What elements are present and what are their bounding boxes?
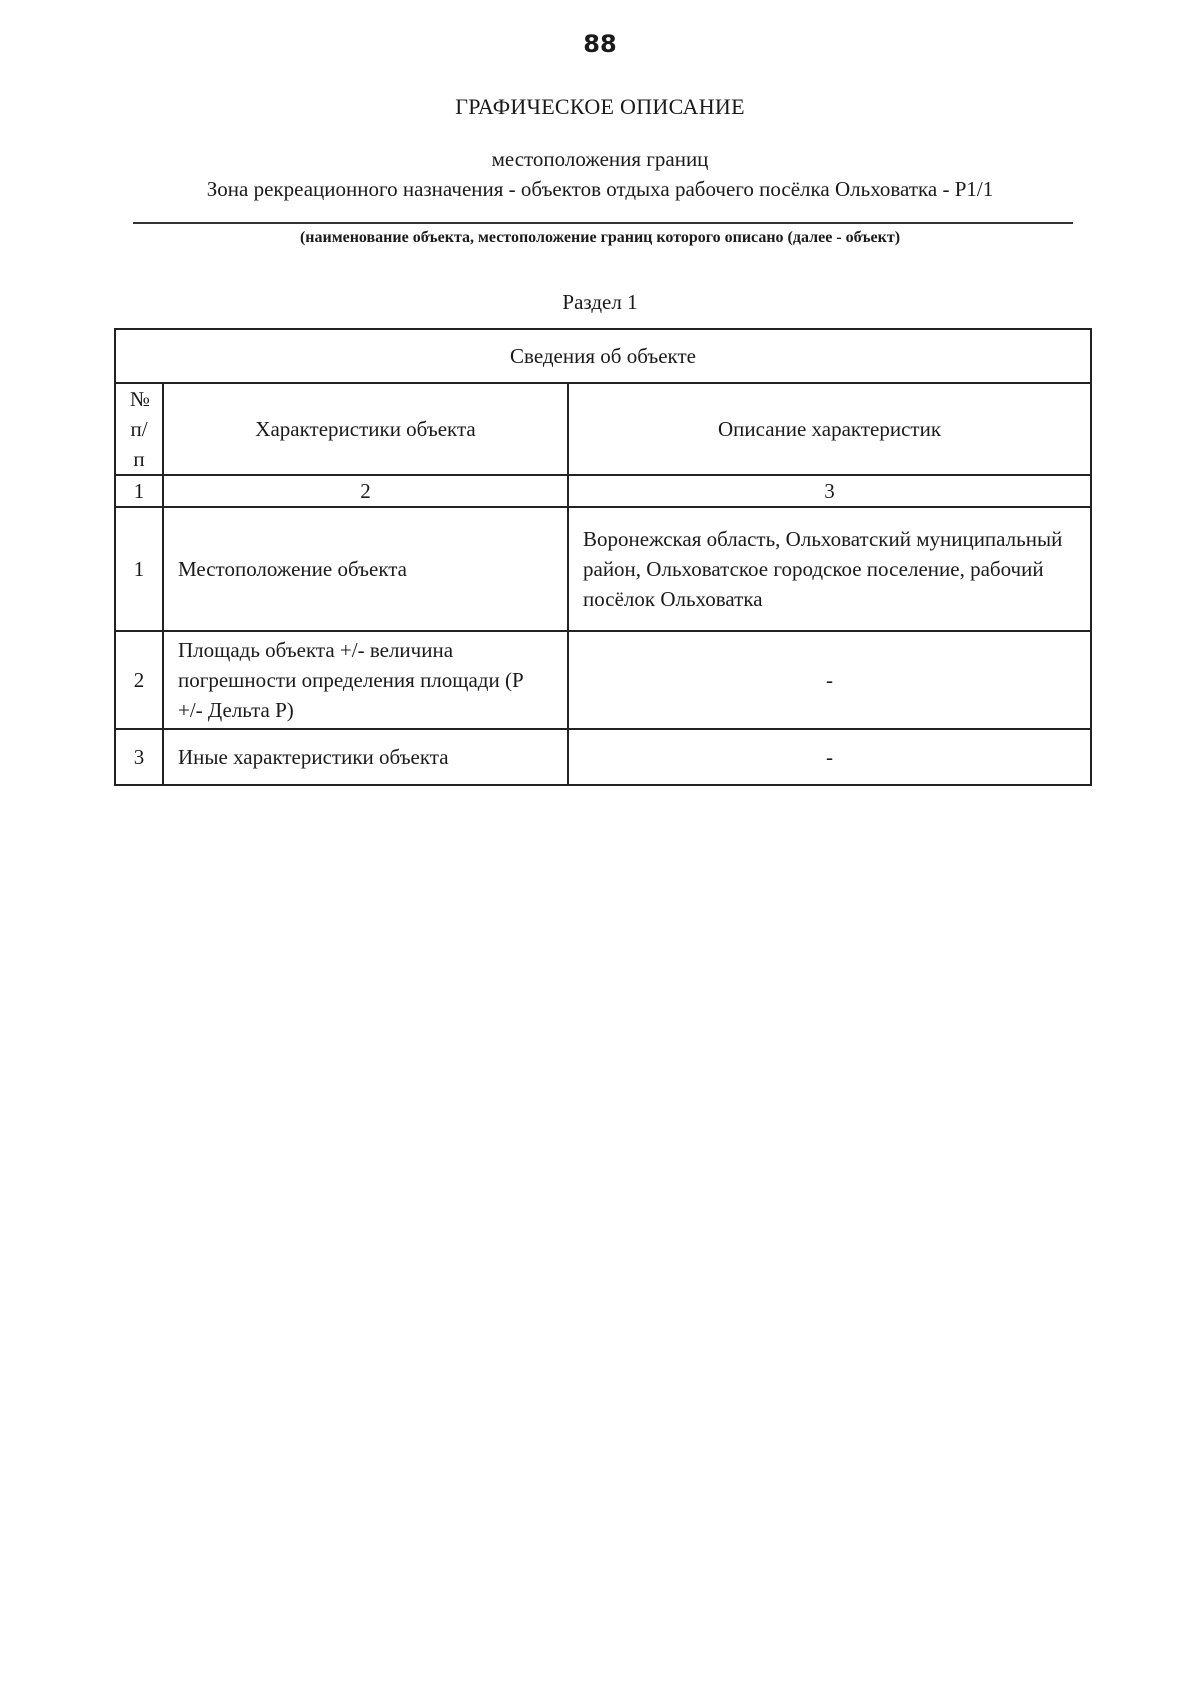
document-subtitle: местоположения границ xyxy=(491,147,709,171)
column-header-characteristic: Характеристики объекта xyxy=(163,383,568,475)
object-underline xyxy=(133,222,1073,224)
table-row xyxy=(115,507,1091,631)
row-number: 1 xyxy=(115,507,163,631)
column-header-number: № п/п xyxy=(115,383,163,475)
object-name: Зона рекреационного назначения - объектов отдыха рабочего посёлка Ольховатка - Р1/1 xyxy=(206,177,994,201)
column-number: 3 xyxy=(568,475,1091,507)
column-number: 2 xyxy=(163,475,568,507)
section-label: Раздел 1 xyxy=(562,290,638,314)
row-number: 3 xyxy=(115,729,163,785)
object-info-table xyxy=(114,328,1092,786)
table-heading: Сведения об объекте xyxy=(115,329,1091,383)
row-characteristic: Местоположение объекта xyxy=(163,507,568,631)
column-number: 1 xyxy=(115,475,163,507)
table-row xyxy=(115,729,1091,785)
row-number: 2 xyxy=(115,631,163,729)
row-description: Воронежская область, Ольховатский муниципальный район, Ольховатское городское поселение, рабочий посёлок Ольховатка xyxy=(568,507,1091,631)
table-row xyxy=(115,631,1091,729)
row-characteristic: Иные характеристики объекта xyxy=(163,729,568,785)
table-column-numbers-row xyxy=(115,475,1091,507)
row-characteristic: Площадь объекта +/- величина погрешности определения площади (Р +/- Дельта Р) xyxy=(163,631,568,729)
row-description: - xyxy=(568,631,1091,729)
document-title: ГРАФИЧЕСКОЕ ОПИСАНИЕ xyxy=(455,94,745,119)
page-number: 88 xyxy=(583,30,617,58)
column-header-description: Описание характеристик xyxy=(568,383,1091,475)
row-description: - xyxy=(568,729,1091,785)
table-header-row xyxy=(115,383,1091,475)
table-heading-row xyxy=(115,329,1091,383)
object-caption: (наименование объекта, местоположение границ которого описано (далее - объект) xyxy=(299,229,901,246)
